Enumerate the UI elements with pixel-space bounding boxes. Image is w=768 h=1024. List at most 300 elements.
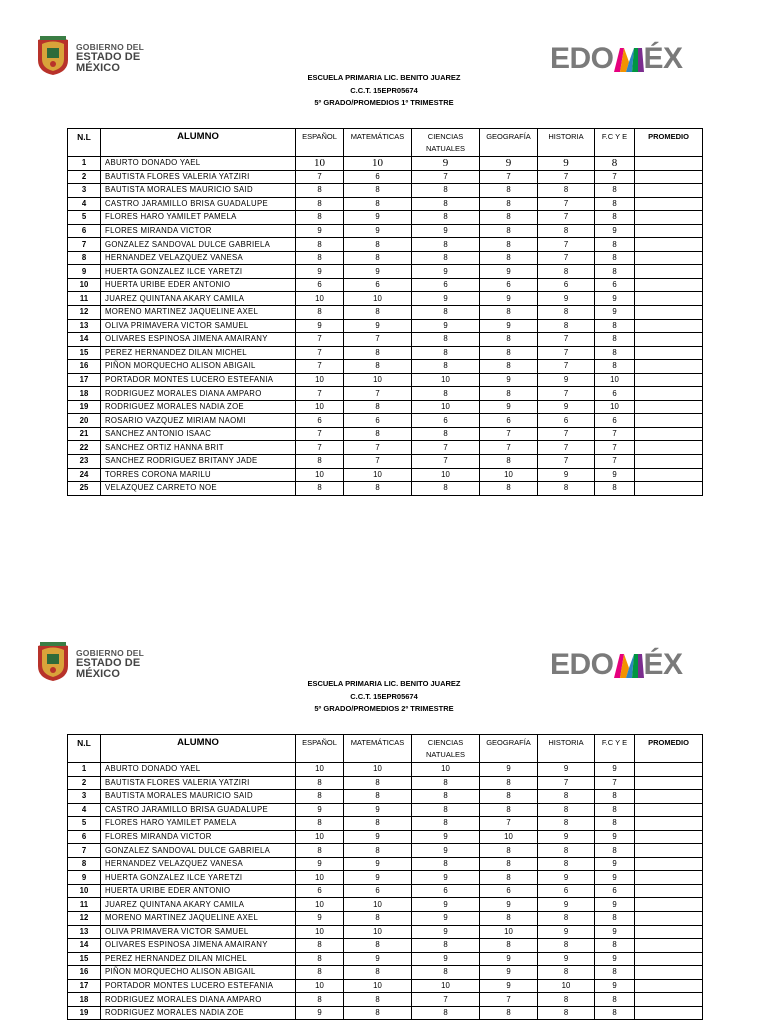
cell-espanol: 10 [296,925,344,939]
cell-nl: 14 [68,939,101,953]
cell-nl: 24 [68,468,101,482]
table-row [68,333,703,347]
cell-promedio [635,211,703,225]
col-espanol: ESPAÑOL [296,129,344,157]
cell-ciencias: 7 [412,170,480,184]
cell-nl: 11 [68,898,101,912]
cell-nl: 3 [68,790,101,804]
cell-nl: 13 [68,319,101,333]
cell-historia: 7 [538,427,595,441]
cell-fcye: 9 [595,979,635,993]
cell-promedio [635,993,703,1007]
cell-matematicas: 10 [344,468,412,482]
cell-geografia: 8 [480,346,538,360]
cell-geografia: 9 [480,319,538,333]
cell-promedio [635,776,703,790]
cell-alumno: OLIVA PRIMAVERA VICTOR SAMUEL [101,319,296,333]
cell-espanol: 9 [296,912,344,926]
cell-promedio [635,468,703,482]
cell-matematicas: 8 [344,346,412,360]
cell-matematicas: 8 [344,1006,412,1020]
cell-nl: 16 [68,360,101,374]
cell-promedio [635,265,703,279]
table-row [68,414,703,428]
table-row [68,871,703,885]
cell-nl: 2 [68,170,101,184]
col-geografia: GEOGRAFÍA [480,735,538,763]
table-row [68,803,703,817]
cell-nl: 18 [68,993,101,1007]
cell-historia: 7 [538,776,595,790]
cell-geografia: 9 [480,898,538,912]
cell-promedio [635,925,703,939]
table-row [68,912,703,926]
report-title: 5º GRADO/PROMEDIOS 1º TRIMESTRE [314,98,454,107]
cell-geografia: 8 [480,939,538,953]
cell-nl: 17 [68,979,101,993]
cell-matematicas: 9 [344,952,412,966]
cell-matematicas: 8 [344,966,412,980]
cell-historia: 8 [538,844,595,858]
cell-promedio [635,346,703,360]
school-cct: C.C.T. 15EPR05674 [350,691,418,701]
cell-fcye: 9 [595,925,635,939]
cell-historia: 7 [538,211,595,225]
cell-nl: 4 [68,197,101,211]
cell-fcye: 8 [595,251,635,265]
cell-geografia: 9 [480,952,538,966]
table-row [68,939,703,953]
table-row [68,830,703,844]
edomex-text-left: EDO [550,648,614,681]
cell-ciencias: 8 [412,251,480,265]
cell-espanol: 8 [296,482,344,496]
cell-historia: 7 [538,360,595,374]
cell-promedio [635,319,703,333]
cell-fcye: 8 [595,157,635,171]
cell-geografia: 8 [480,197,538,211]
cell-historia: 9 [538,468,595,482]
cell-promedio [635,952,703,966]
cell-alumno: JUAREZ QUINTANA AKARY CAMILA [101,292,296,306]
cell-fcye: 8 [595,912,635,926]
cell-matematicas: 7 [344,441,412,455]
cell-ciencias: 8 [412,803,480,817]
cell-fcye: 9 [595,952,635,966]
cell-alumno: OLIVARES ESPINOSA JIMENA AMAIRANY [101,333,296,347]
school-name: ESCUELA PRIMARIA LIC. BENITO JUAREZ [307,679,461,688]
cell-fcye: 8 [595,360,635,374]
cell-promedio [635,251,703,265]
cell-nl: 13 [68,925,101,939]
cell-geografia: 8 [480,333,538,347]
cell-ciencias: 8 [412,857,480,871]
cell-alumno: HUERTA URIBE EDER ANTONIO [101,278,296,292]
cell-fcye: 9 [595,306,635,320]
cell-espanol: 10 [296,400,344,414]
cell-historia: 8 [538,306,595,320]
cell-fcye: 9 [595,468,635,482]
table-row [68,979,703,993]
cell-geografia: 7 [480,993,538,1007]
cell-promedio [635,912,703,926]
table-row [68,224,703,238]
cell-geografia: 6 [480,414,538,428]
cell-fcye: 8 [595,265,635,279]
cell-geografia: 8 [480,871,538,885]
cell-matematicas: 9 [344,265,412,279]
cell-fcye: 8 [595,184,635,198]
cell-promedio [635,979,703,993]
cell-nl: 6 [68,224,101,238]
col-fcye: F.C Y E [595,735,635,763]
table-row [68,817,703,831]
table-row [68,400,703,414]
cell-espanol: 8 [296,184,344,198]
cell-alumno: MORENO MARTINEZ JAQUELINE AXEL [101,306,296,320]
cell-fcye: 9 [595,224,635,238]
cell-historia: 8 [538,184,595,198]
cell-historia: 10 [538,979,595,993]
cell-matematicas: 7 [344,455,412,469]
cell-historia: 9 [538,952,595,966]
cell-espanol: 10 [296,871,344,885]
cell-alumno: FLORES HARO YAMILET PAMELA [101,211,296,225]
cell-promedio [635,830,703,844]
cell-matematicas: 9 [344,211,412,225]
cell-ciencias: 8 [412,346,480,360]
cell-espanol: 9 [296,1006,344,1020]
table-row [68,251,703,265]
cell-nl: 3 [68,184,101,198]
cell-espanol: 7 [296,360,344,374]
cell-geografia: 6 [480,278,538,292]
cell-fcye: 10 [595,400,635,414]
cell-nl: 16 [68,966,101,980]
cell-matematicas: 8 [344,306,412,320]
cell-nl: 6 [68,830,101,844]
cell-geografia: 8 [480,238,538,252]
table-row [68,278,703,292]
cell-espanol: 9 [296,803,344,817]
cell-espanol: 7 [296,387,344,401]
cell-nl: 15 [68,346,101,360]
cell-geografia: 8 [480,776,538,790]
table-body-2 [68,763,703,1020]
table-header-row [68,129,703,157]
cell-promedio [635,360,703,374]
cell-matematicas: 8 [344,939,412,953]
cell-alumno: ABURTO DONADO YAEL [101,157,296,171]
cell-fcye: 8 [595,993,635,1007]
cell-promedio [635,278,703,292]
cell-ciencias: 8 [412,333,480,347]
cell-matematicas: 8 [344,251,412,265]
cell-matematicas: 8 [344,790,412,804]
cell-espanol: 10 [296,979,344,993]
cell-matematicas: 8 [344,482,412,496]
table-row [68,211,703,225]
table-row [68,387,703,401]
cell-ciencias: 8 [412,360,480,374]
cell-geografia: 8 [480,455,538,469]
cell-espanol: 7 [296,333,344,347]
cell-historia: 8 [538,319,595,333]
cell-promedio [635,197,703,211]
table-row [68,898,703,912]
cell-espanol: 8 [296,238,344,252]
cell-matematicas: 9 [344,319,412,333]
cell-ciencias: 9 [412,925,480,939]
cell-ciencias: 9 [412,265,480,279]
cell-espanol: 8 [296,939,344,953]
cell-promedio [635,224,703,238]
cell-geografia: 7 [480,441,538,455]
cell-nl: 9 [68,871,101,885]
cell-geografia: 8 [480,857,538,871]
edomex-logo [550,648,683,682]
cell-alumno: PIÑON MORQUECHO ALISON ABIGAIL [101,966,296,980]
cell-espanol: 9 [296,265,344,279]
cell-ciencias: 8 [412,306,480,320]
cell-alumno: HUERTA URIBE EDER ANTONIO [101,884,296,898]
cell-matematicas: 6 [344,278,412,292]
report-heading-1 [0,72,768,110]
cell-ciencias: 7 [412,441,480,455]
table-row [68,966,703,980]
cell-fcye: 7 [595,776,635,790]
cell-espanol: 8 [296,993,344,1007]
cell-geografia: 9 [480,265,538,279]
cell-historia: 8 [538,1006,595,1020]
cell-espanol: 6 [296,278,344,292]
cell-alumno: SANCHEZ ORTIZ HANNA BRIT [101,441,296,455]
cell-ciencias: 8 [412,427,480,441]
cell-alumno: HUERTA GONZALEZ ILCE YARETZI [101,871,296,885]
col-geografia: GEOGRAFÍA [480,129,538,157]
cell-espanol: 10 [296,830,344,844]
cell-historia: 9 [538,763,595,777]
cell-alumno: VELAZQUEZ CARRETO NOE [101,482,296,496]
cell-fcye: 8 [595,333,635,347]
cell-alumno: MORENO MARTINEZ JAQUELINE AXEL [101,912,296,926]
cell-matematicas: 9 [344,803,412,817]
cell-geografia: 8 [480,306,538,320]
cell-alumno: CASTRO JARAMILLO BRISA GUADALUPE [101,803,296,817]
table-row [68,1006,703,1020]
cell-geografia: 8 [480,803,538,817]
cell-espanol: 10 [296,763,344,777]
cell-ciencias: 8 [412,939,480,953]
cell-ciencias: 8 [412,776,480,790]
cell-promedio [635,306,703,320]
cell-promedio [635,939,703,953]
cell-fcye: 6 [595,884,635,898]
cell-historia: 8 [538,817,595,831]
cell-matematicas: 7 [344,333,412,347]
cell-geografia: 9 [480,292,538,306]
cell-fcye: 8 [595,319,635,333]
cell-alumno: PEREZ HERNANDEZ DILAN MICHEL [101,952,296,966]
table-row [68,857,703,871]
cell-historia: 7 [538,387,595,401]
table-row [68,427,703,441]
table-header-row [68,735,703,763]
cell-geografia: 9 [480,966,538,980]
cell-nl: 4 [68,803,101,817]
cell-matematicas: 10 [344,925,412,939]
cell-fcye: 8 [595,346,635,360]
cell-historia: 8 [538,966,595,980]
cell-historia: 7 [538,197,595,211]
cell-ciencias: 9 [412,844,480,858]
cell-espanol: 8 [296,952,344,966]
cell-promedio [635,414,703,428]
school-name: ESCUELA PRIMARIA LIC. BENITO JUAREZ [307,73,461,82]
col-fcye: F.C Y E [595,129,635,157]
cell-espanol: 9 [296,857,344,871]
cell-historia: 8 [538,993,595,1007]
cell-geografia: 8 [480,387,538,401]
cell-ciencias: 8 [412,966,480,980]
cell-fcye: 8 [595,844,635,858]
cell-fcye: 7 [595,455,635,469]
cell-matematicas: 7 [344,387,412,401]
cell-matematicas: 10 [344,979,412,993]
cell-fcye: 9 [595,763,635,777]
col-espanol: ESPAÑOL [296,735,344,763]
cell-matematicas: 8 [344,776,412,790]
cell-espanol: 8 [296,211,344,225]
cell-ciencias: 8 [412,817,480,831]
cell-nl: 8 [68,857,101,871]
cell-historia: 7 [538,251,595,265]
cell-nl: 17 [68,373,101,387]
cell-geografia: 9 [480,763,538,777]
cell-matematicas: 10 [344,292,412,306]
cell-promedio [635,427,703,441]
cell-promedio [635,884,703,898]
cell-matematicas: 8 [344,360,412,374]
cell-ciencias: 10 [412,979,480,993]
edomex-text-right: ÉX [643,648,683,681]
cell-matematicas: 10 [344,373,412,387]
cell-espanol: 7 [296,346,344,360]
col-promedio: PROMEDIO [635,129,703,157]
cell-alumno: PEREZ HERNANDEZ DILAN MICHEL [101,346,296,360]
cell-fcye: 7 [595,427,635,441]
cell-espanol: 8 [296,776,344,790]
cell-ciencias: 6 [412,414,480,428]
cell-geografia: 8 [480,184,538,198]
cell-historia: 8 [538,482,595,496]
cell-alumno: BAUTISTA FLORES VALERIA YATZIRI [101,776,296,790]
cell-alumno: BAUTISTA MORALES MAURICIO SAID [101,184,296,198]
cell-alumno: PORTADOR MONTES LUCERO ESTEFANIA [101,373,296,387]
cell-promedio [635,333,703,347]
table-row [68,265,703,279]
cell-fcye: 6 [595,414,635,428]
cell-nl: 2 [68,776,101,790]
cell-promedio [635,482,703,496]
cell-espanol: 9 [296,224,344,238]
cell-alumno: BAUTISTA MORALES MAURICIO SAID [101,790,296,804]
cell-geografia: 8 [480,790,538,804]
cell-geografia: 8 [480,482,538,496]
cell-historia: 8 [538,790,595,804]
cell-promedio [635,1006,703,1020]
col-ciencias: CIENCIAS NATUALES [412,129,480,157]
cell-alumno: ROSARIO VAZQUEZ MIRIAM NAOMI [101,414,296,428]
cell-nl: 15 [68,952,101,966]
cell-ciencias: 9 [412,952,480,966]
cell-nl: 25 [68,482,101,496]
table-row [68,197,703,211]
cell-historia: 6 [538,278,595,292]
cell-matematicas: 6 [344,884,412,898]
cell-alumno: HUERTA GONZALEZ ILCE YARETZI [101,265,296,279]
cell-nl: 7 [68,238,101,252]
cell-nl: 7 [68,844,101,858]
cell-promedio [635,292,703,306]
cell-ciencias: 9 [412,912,480,926]
cell-alumno: HERNANDEZ VELAZQUEZ VANESA [101,251,296,265]
cell-nl: 9 [68,265,101,279]
cell-ciencias: 10 [412,373,480,387]
cell-nl: 12 [68,912,101,926]
table-row [68,306,703,320]
cell-historia: 9 [538,898,595,912]
col-nl: N.L [68,129,101,157]
table-row [68,482,703,496]
table-row [68,790,703,804]
cell-historia: 9 [538,400,595,414]
cell-historia: 9 [538,373,595,387]
cell-ciencias: 8 [412,184,480,198]
cell-promedio [635,455,703,469]
col-alumno: ALUMNO [101,735,296,763]
cell-historia: 6 [538,884,595,898]
cell-espanol: 9 [296,319,344,333]
cell-promedio [635,400,703,414]
cell-geografia: 7 [480,817,538,831]
cell-ciencias: 7 [412,455,480,469]
table-row [68,319,703,333]
cell-fcye: 8 [595,966,635,980]
cell-geografia: 9 [480,157,538,171]
cell-fcye: 9 [595,857,635,871]
cell-promedio [635,790,703,804]
table-body-1 [68,157,703,496]
cell-alumno: RODRIGUEZ MORALES DIANA AMPARO [101,993,296,1007]
cell-historia: 7 [538,346,595,360]
col-historia: HISTORIA [538,129,595,157]
cell-historia: 8 [538,224,595,238]
coat-of-arms-icon [34,640,72,682]
cell-historia: 8 [538,265,595,279]
cell-espanol: 8 [296,197,344,211]
cell-nl: 22 [68,441,101,455]
cell-nl: 19 [68,400,101,414]
cell-fcye: 7 [595,170,635,184]
cell-alumno: PIÑON MORQUECHO ALISON ABIGAIL [101,360,296,374]
cell-ciencias: 9 [412,292,480,306]
table-row [68,925,703,939]
edomex-text-right: ÉX [643,42,683,75]
table-row [68,238,703,252]
cell-espanol: 10 [296,468,344,482]
cell-promedio [635,157,703,171]
